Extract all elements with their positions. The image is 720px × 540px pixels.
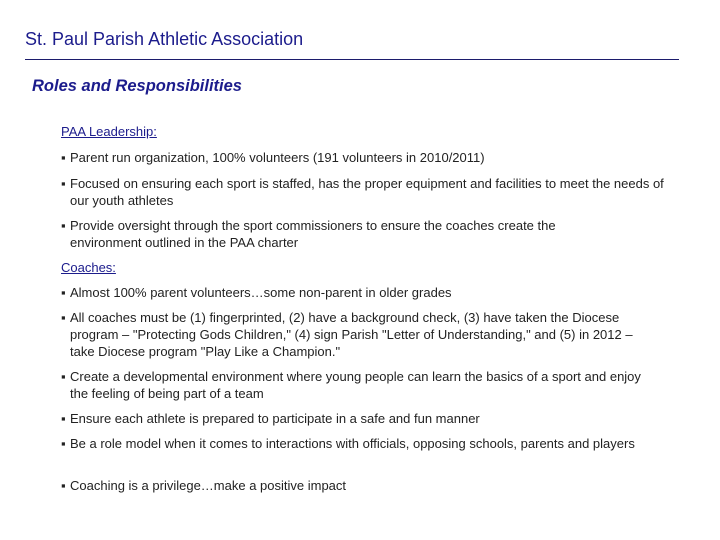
slide-subtitle: Roles and Responsibilities xyxy=(32,77,242,95)
list-item: ▪ Focused on ensuring each sport is staffed, has the proper equipment and facilities to meet the needs of our youth athletes xyxy=(61,176,664,208)
title-divider xyxy=(25,59,679,60)
list-item: ▪ Parent run organization, 100% volunteers (191 volunteers in 2010/2011) xyxy=(61,150,485,165)
slide-title: St. Paul Parish Athletic Association xyxy=(25,29,304,49)
list-item: ▪ Provide oversight through the sport commissioners to ensure the coaches create the environment outlined in the PAA charter xyxy=(61,218,556,250)
bullet-icon: ▪ xyxy=(61,436,66,451)
list-item: ▪ Almost 100% parent volunteers…some non-parent in older grades xyxy=(61,285,452,300)
list-item: ▪ All coaches must be (1) fingerprinted, (2) have a background check, (3) have taken the Diocese program – "Protecting Gods Children," (4) sign Parish "Letter of Understanding," and (5) in 2012 – take Diocese program "Play Like a Champion." xyxy=(61,310,633,359)
section-heading-leadership: PAA Leadership: xyxy=(61,124,157,139)
list-item: ▪ Create a developmental environment where young people can learn the basics of a sport and enjoy the feeling of being part of a team xyxy=(61,369,641,401)
bullet-icon: ▪ xyxy=(61,411,66,426)
list-item: ▪ Coaching is a privilege…make a positive impact xyxy=(61,478,347,493)
bullet-icon: ▪ xyxy=(61,150,66,165)
section-heading-coaches: Coaches: xyxy=(61,260,116,275)
bullet-icon: ▪ xyxy=(61,369,66,384)
bullet-icon: ▪ xyxy=(61,176,66,191)
list-item: ▪ Ensure each athlete is prepared to participate in a safe and fun manner xyxy=(61,411,480,426)
bullet-icon: ▪ xyxy=(61,285,66,300)
bullet-icon: ▪ xyxy=(61,218,66,233)
bullet-icon: ▪ xyxy=(61,310,66,325)
list-item: ▪ Be a role model when it comes to interactions with officials, opposing schools, parents and players xyxy=(61,436,635,451)
bullet-icon: ▪ xyxy=(61,478,66,493)
